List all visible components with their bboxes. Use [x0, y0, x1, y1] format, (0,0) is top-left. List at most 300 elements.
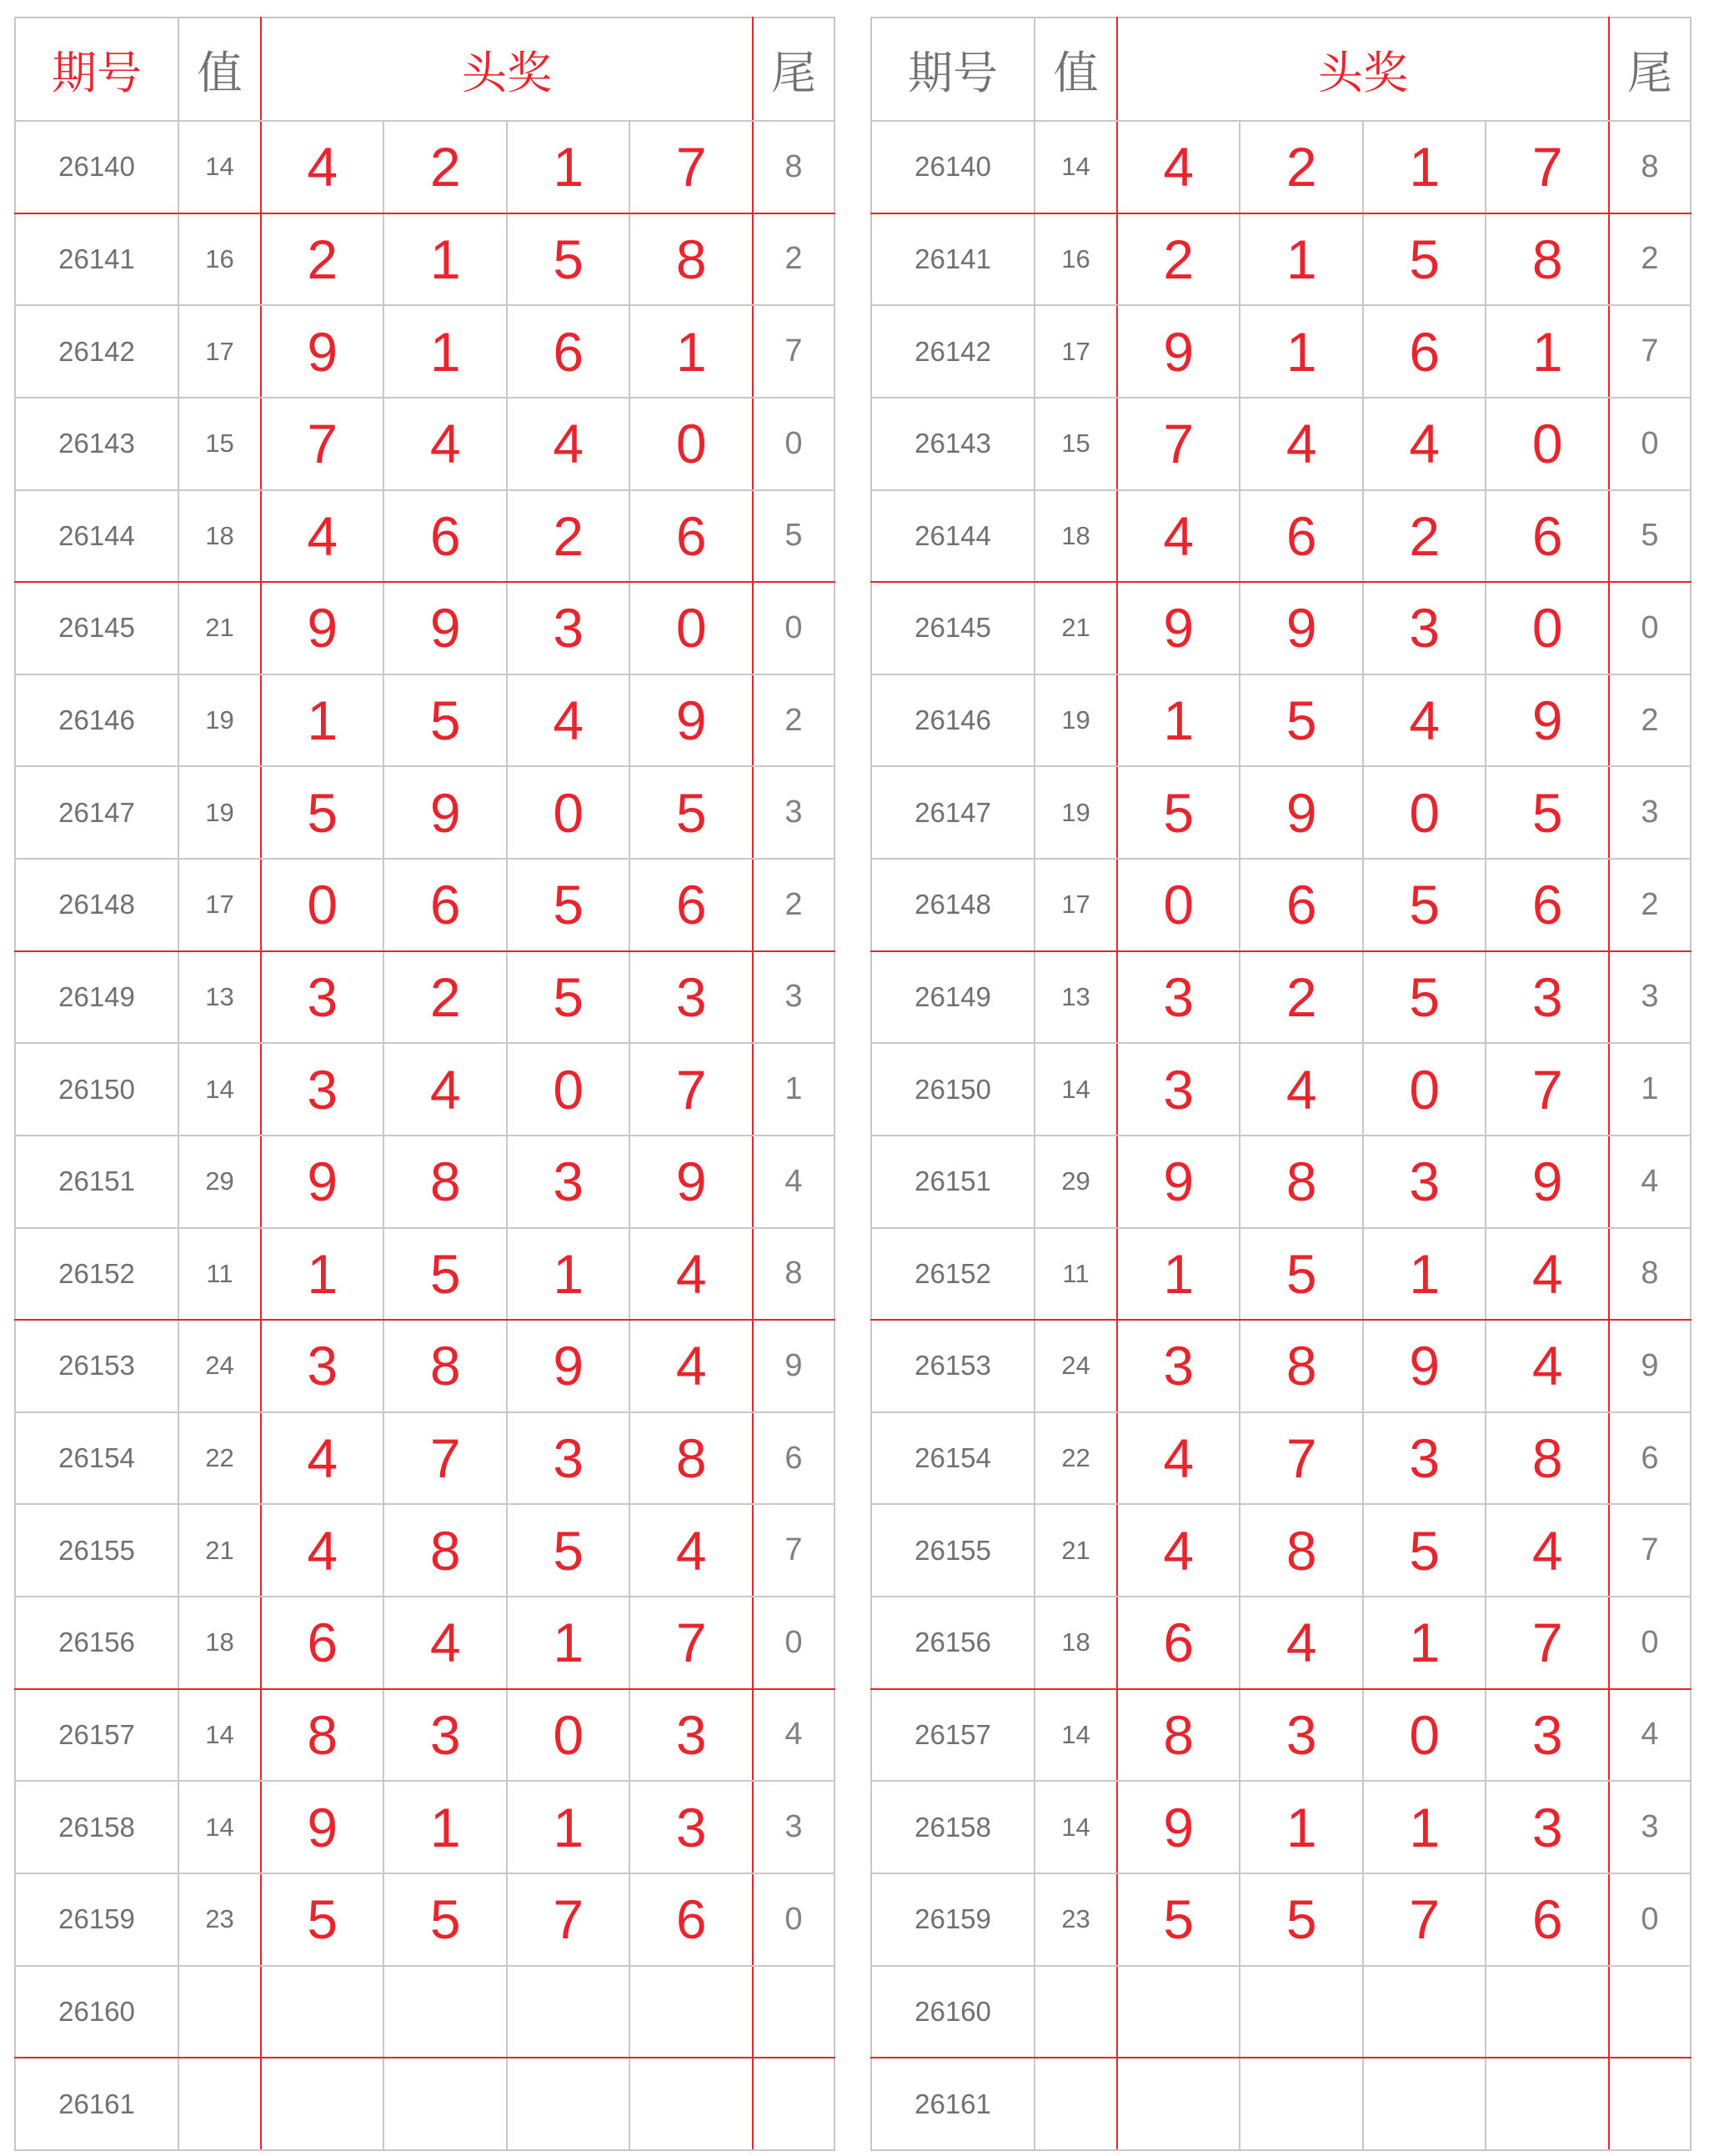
sum-value-cell: 24: [1035, 1320, 1117, 1412]
prize-digit-cell: 7: [1117, 398, 1240, 490]
prize-digit-cell: 2: [1240, 121, 1363, 213]
prize-digit-cell: 1: [383, 1781, 507, 1873]
prize-digit-cell: 0: [261, 859, 384, 951]
prize-digit-cell: 8: [629, 213, 753, 306]
tail-value-cell: 4: [1609, 1689, 1691, 1782]
table-row: [15, 1136, 834, 1228]
sum-header: 值: [178, 18, 261, 121]
tail-value-cell: 0: [1609, 398, 1691, 490]
prize-digit-cell: 7: [1486, 121, 1609, 213]
prize-digit-cell: [1363, 1966, 1486, 2058]
lottery-table-left: [14, 17, 835, 2151]
prize-digit-cell: 3: [261, 1043, 384, 1136]
prize-digit-cell: 4: [1117, 1412, 1240, 1505]
prize-digit-cell: 5: [1240, 1873, 1363, 1966]
table-row: [15, 1781, 834, 1873]
prize-digit-cell: 9: [1486, 1136, 1609, 1228]
sum-value-cell: 19: [1035, 766, 1117, 859]
issue-number-cell: 26158: [871, 1781, 1035, 1873]
issue-number-cell: 26149: [15, 951, 178, 1044]
sum-value-cell: 22: [178, 1412, 261, 1505]
tail-value-cell: 0: [753, 1597, 834, 1689]
prize-digit-cell: 4: [1117, 490, 1240, 583]
prize-digit-cell: 6: [261, 1597, 384, 1689]
table-row: [15, 859, 834, 951]
prize-digit-cell: 9: [1117, 1781, 1240, 1873]
issue-number-cell: 26161: [871, 2058, 1035, 2150]
table-row: [871, 1504, 1691, 1597]
prize-digit-cell: 4: [1240, 1043, 1363, 1136]
prize-digit-cell: 3: [1486, 1781, 1609, 1873]
header-row: [15, 18, 834, 121]
prize-digit-cell: 6: [1363, 305, 1486, 398]
sum-value-cell: 15: [178, 398, 261, 490]
prize-digit-cell: 2: [507, 490, 630, 583]
table-row: [15, 398, 834, 490]
prize-digit-cell: 7: [1486, 1597, 1609, 1689]
sum-value-cell: 18: [178, 1597, 261, 1689]
prize-digit-cell: 1: [1363, 1597, 1486, 1689]
issue-number-cell: 26143: [871, 398, 1035, 490]
prize-digit-cell: 9: [261, 1781, 384, 1873]
issue-number-cell: 26145: [871, 582, 1035, 674]
sum-value-cell: [1035, 1966, 1117, 2058]
table-row: [15, 1504, 834, 1597]
issue-number-cell: 26150: [871, 1043, 1035, 1136]
prize-digit-cell: 3: [383, 1689, 507, 1782]
prize-digit-cell: 6: [1240, 490, 1363, 583]
sum-value-cell: 16: [178, 213, 261, 306]
prize-digit-cell: [383, 2058, 507, 2150]
sum-value-cell: 14: [1035, 1043, 1117, 1136]
tail-value-cell: 2: [753, 859, 834, 951]
tail-value-cell: 3: [753, 1781, 834, 1873]
prize-digit-cell: 8: [1117, 1689, 1240, 1782]
table-row: [15, 674, 834, 767]
prize-digit-cell: 4: [1363, 398, 1486, 490]
prize-digit-cell: 9: [1240, 582, 1363, 674]
prize-digit-cell: 5: [1363, 213, 1486, 306]
prize-digit-cell: 3: [507, 1412, 630, 1505]
tail-value-cell: 1: [753, 1043, 834, 1136]
prize-digit-cell: 6: [629, 859, 753, 951]
tail-value-cell: 8: [753, 1228, 834, 1321]
prize-digit-cell: 4: [261, 1412, 384, 1505]
prize-digit-cell: 5: [1240, 1228, 1363, 1321]
sum-value-cell: 21: [178, 1504, 261, 1597]
prize-digit-cell: 0: [1486, 398, 1609, 490]
table-row: [871, 2058, 1691, 2150]
prize-digit-cell: 9: [383, 582, 507, 674]
table-row: [15, 2058, 834, 2150]
prize-digit-cell: 6: [629, 1873, 753, 1966]
prize-digit-cell: [629, 1966, 753, 2058]
issue-number-cell: 26157: [871, 1689, 1035, 1782]
prize-digit-cell: 1: [1240, 305, 1363, 398]
sum-value-cell: 17: [1035, 859, 1117, 951]
table-row: [871, 1043, 1691, 1136]
table-row: [15, 766, 834, 859]
sum-value-cell: 23: [1035, 1873, 1117, 1966]
sum-value-cell: [178, 2058, 261, 2150]
prize-digit-cell: 8: [1486, 213, 1609, 306]
issue-number-cell: 26152: [871, 1228, 1035, 1321]
prize-digit-cell: 9: [261, 305, 384, 398]
table-row: [871, 674, 1691, 767]
tail-header: 尾: [1609, 18, 1691, 121]
prize-digit-cell: 5: [507, 213, 630, 306]
issue-number-cell: 26160: [871, 1966, 1035, 2058]
table-row: [871, 1873, 1691, 1966]
prize-digit-cell: [629, 2058, 753, 2150]
issue-number-cell: 26146: [15, 674, 178, 767]
tail-value-cell: 7: [753, 305, 834, 398]
prize-digit-cell: 0: [507, 1689, 630, 1782]
prize-digit-cell: 3: [261, 951, 384, 1044]
tail-value-cell: 4: [1609, 1136, 1691, 1228]
tail-value-cell: [753, 2058, 834, 2150]
issue-header: 期号: [871, 18, 1035, 121]
prize-digit-cell: 9: [261, 582, 384, 674]
prize-digit-cell: 9: [1117, 582, 1240, 674]
tail-value-cell: 0: [753, 582, 834, 674]
table-row: [15, 121, 834, 213]
tail-value-cell: 6: [753, 1412, 834, 1505]
table-row: [15, 582, 834, 674]
prize-digit-cell: 8: [383, 1320, 507, 1412]
issue-number-cell: 26156: [15, 1597, 178, 1689]
table-row: [871, 1781, 1691, 1873]
prize-digit-cell: 5: [261, 1873, 384, 1966]
prize-digit-cell: 3: [507, 1136, 630, 1228]
prize-digit-cell: 4: [1363, 674, 1486, 767]
prize-digit-cell: 5: [383, 1228, 507, 1321]
lottery-table-right: [870, 17, 1691, 2151]
prize-digit-cell: 6: [1486, 859, 1609, 951]
tail-value-cell: 3: [1609, 951, 1691, 1044]
table-row: [871, 766, 1691, 859]
tail-value-cell: 3: [1609, 1781, 1691, 1873]
prize-digit-cell: 2: [383, 121, 507, 213]
tail-value-cell: 2: [1609, 674, 1691, 767]
prize-digit-cell: 5: [261, 766, 384, 859]
sum-value-cell: 29: [178, 1136, 261, 1228]
prize-digit-cell: 4: [507, 398, 630, 490]
tail-value-cell: 9: [753, 1320, 834, 1412]
sum-value-cell: 14: [1035, 1689, 1117, 1782]
first-prize-header: 头奖: [261, 18, 753, 121]
sum-value-cell: [178, 1966, 261, 2058]
prize-digit-cell: 3: [1117, 951, 1240, 1044]
prize-digit-cell: 4: [1117, 121, 1240, 213]
prize-digit-cell: 7: [629, 1043, 753, 1136]
issue-number-cell: 26141: [15, 213, 178, 306]
prize-digit-cell: 3: [1486, 1689, 1609, 1782]
prize-digit-cell: 4: [1240, 1597, 1363, 1689]
issue-number-cell: 26153: [15, 1320, 178, 1412]
prize-digit-cell: 1: [383, 305, 507, 398]
table-row: [15, 305, 834, 398]
issue-number-cell: 26146: [871, 674, 1035, 767]
tail-value-cell: 0: [753, 398, 834, 490]
sum-value-cell: 14: [178, 121, 261, 213]
sum-value-cell: 13: [178, 951, 261, 1044]
tail-value-cell: 8: [1609, 121, 1691, 213]
issue-number-cell: 26157: [15, 1689, 178, 1782]
sum-value-cell: 11: [178, 1228, 261, 1321]
prize-digit-cell: 0: [1363, 1689, 1486, 1782]
tail-value-cell: 7: [1609, 1504, 1691, 1597]
prize-digit-cell: 1: [1486, 305, 1609, 398]
header-row: [871, 18, 1691, 121]
table-row: [871, 1966, 1691, 2058]
prize-digit-cell: 3: [1486, 951, 1609, 1044]
prize-digit-cell: 5: [1117, 1873, 1240, 1966]
prize-digit-cell: 3: [261, 1320, 384, 1412]
sum-value-cell: 22: [1035, 1412, 1117, 1505]
tail-value-cell: 6: [1609, 1412, 1691, 1505]
table-row: [15, 213, 834, 306]
prize-digit-cell: [1363, 2058, 1486, 2150]
table-row: [871, 582, 1691, 674]
tail-value-cell: [753, 1966, 834, 2058]
prize-digit-cell: 5: [1117, 766, 1240, 859]
prize-digit-cell: [261, 2058, 384, 2150]
issue-number-cell: 26160: [15, 1966, 178, 2058]
prize-digit-cell: 4: [1486, 1504, 1609, 1597]
prize-digit-cell: 9: [383, 766, 507, 859]
issue-number-cell: 26143: [15, 398, 178, 490]
prize-digit-cell: 6: [383, 859, 507, 951]
prize-digit-cell: 3: [1363, 1412, 1486, 1505]
sum-value-cell: 17: [178, 859, 261, 951]
sum-value-cell: 14: [178, 1781, 261, 1873]
prize-digit-cell: 9: [261, 1136, 384, 1228]
table-row: [15, 1320, 834, 1412]
prize-digit-cell: 8: [383, 1136, 507, 1228]
tail-value-cell: 5: [1609, 490, 1691, 583]
prize-digit-cell: 4: [261, 121, 384, 213]
prize-digit-cell: 0: [1117, 859, 1240, 951]
prize-digit-cell: 9: [507, 1320, 630, 1412]
prize-digit-cell: 9: [1363, 1320, 1486, 1412]
issue-number-cell: 26149: [871, 951, 1035, 1044]
sum-value-cell: 14: [1035, 1781, 1117, 1873]
prize-digit-cell: 1: [1117, 1228, 1240, 1321]
prize-digit-cell: 4: [383, 398, 507, 490]
prize-digit-cell: 2: [261, 213, 384, 306]
sum-value-cell: 21: [1035, 1504, 1117, 1597]
tail-value-cell: 0: [753, 1873, 834, 1966]
prize-digit-cell: 5: [1363, 951, 1486, 1044]
tail-value-cell: 3: [753, 951, 834, 1044]
prize-digit-cell: 4: [629, 1320, 753, 1412]
sum-value-cell: 16: [1035, 213, 1117, 306]
prize-digit-cell: 8: [1486, 1412, 1609, 1505]
tail-value-cell: 2: [1609, 213, 1691, 306]
prize-digit-cell: 4: [1117, 1504, 1240, 1597]
tail-value-cell: 8: [753, 121, 834, 213]
prize-digit-cell: 3: [629, 1689, 753, 1782]
prize-digit-cell: 4: [1486, 1228, 1609, 1321]
sum-value-cell: 21: [178, 582, 261, 674]
prize-digit-cell: 3: [1117, 1043, 1240, 1136]
tail-value-cell: 7: [753, 1504, 834, 1597]
tail-value-cell: 3: [1609, 766, 1691, 859]
prize-digit-cell: 9: [1117, 1136, 1240, 1228]
prize-digit-cell: 4: [383, 1597, 507, 1689]
prize-digit-cell: 4: [261, 490, 384, 583]
table-row: [871, 951, 1691, 1044]
issue-number-cell: 26148: [871, 859, 1035, 951]
results-table: [870, 17, 1691, 2151]
tail-value-cell: 2: [753, 213, 834, 306]
prize-digit-cell: 0: [1363, 766, 1486, 859]
prize-digit-cell: 4: [629, 1504, 753, 1597]
results-table: [14, 17, 835, 2151]
sum-value-cell: 11: [1035, 1228, 1117, 1321]
prize-digit-cell: [1240, 1966, 1363, 2058]
prize-digit-cell: 1: [507, 1781, 630, 1873]
first-prize-header: 头奖: [1117, 18, 1609, 121]
issue-number-cell: 26152: [15, 1228, 178, 1321]
prize-digit-cell: [1117, 1966, 1240, 2058]
prize-digit-cell: [383, 1966, 507, 2058]
prize-digit-cell: 0: [1486, 582, 1609, 674]
prize-digit-cell: 6: [1486, 490, 1609, 583]
table-row: [15, 1689, 834, 1782]
issue-number-cell: 26151: [871, 1136, 1035, 1228]
prize-digit-cell: 8: [629, 1412, 753, 1505]
table-row: [15, 490, 834, 583]
issue-number-cell: 26147: [15, 766, 178, 859]
prize-digit-cell: 1: [1240, 1781, 1363, 1873]
prize-digit-cell: 1: [261, 674, 384, 767]
prize-digit-cell: [507, 2058, 630, 2150]
tail-value-cell: 7: [1609, 305, 1691, 398]
prize-digit-cell: 1: [629, 305, 753, 398]
prize-digit-cell: 3: [629, 951, 753, 1044]
prize-digit-cell: 5: [507, 1504, 630, 1597]
issue-number-cell: 26140: [15, 121, 178, 213]
prize-digit-cell: 5: [507, 951, 630, 1044]
prize-digit-cell: 1: [507, 1228, 630, 1321]
issue-number-cell: 26147: [871, 766, 1035, 859]
prize-digit-cell: 3: [1363, 1136, 1486, 1228]
table-row: [871, 1412, 1691, 1505]
table-row: [15, 1228, 834, 1321]
table-row: [871, 398, 1691, 490]
prize-digit-cell: 7: [383, 1412, 507, 1505]
issue-number-cell: 26155: [15, 1504, 178, 1597]
issue-number-cell: 26159: [15, 1873, 178, 1966]
sum-value-cell: 14: [1035, 121, 1117, 213]
prize-digit-cell: 3: [1240, 1689, 1363, 1782]
prize-digit-cell: 9: [629, 674, 753, 767]
issue-number-cell: 26144: [15, 490, 178, 583]
tail-value-cell: 4: [753, 1689, 834, 1782]
sum-value-cell: 19: [178, 674, 261, 767]
prize-digit-cell: 0: [507, 1043, 630, 1136]
prize-digit-cell: 6: [507, 305, 630, 398]
issue-number-cell: 26144: [871, 490, 1035, 583]
prize-digit-cell: [1486, 2058, 1609, 2150]
prize-digit-cell: 6: [1117, 1597, 1240, 1689]
table-row: [871, 1136, 1691, 1228]
prize-digit-cell: 9: [1240, 766, 1363, 859]
issue-number-cell: 26154: [871, 1412, 1035, 1505]
table-row: [871, 1597, 1691, 1689]
prize-digit-cell: 6: [383, 490, 507, 583]
prize-digit-cell: [261, 1966, 384, 2058]
prize-digit-cell: 2: [383, 951, 507, 1044]
prize-digit-cell: 2: [1363, 490, 1486, 583]
issue-number-cell: 26155: [871, 1504, 1035, 1597]
issue-number-cell: 26140: [871, 121, 1035, 213]
issue-number-cell: 26158: [15, 1781, 178, 1873]
prize-digit-cell: 8: [383, 1504, 507, 1597]
prize-digit-cell: 2: [1240, 951, 1363, 1044]
issue-number-cell: 26159: [871, 1873, 1035, 1966]
sum-value-cell: 24: [178, 1320, 261, 1412]
prize-digit-cell: 1: [1363, 1781, 1486, 1873]
prize-digit-cell: 5: [1240, 674, 1363, 767]
tail-value-cell: [1609, 1966, 1691, 2058]
sum-value-cell: 18: [178, 490, 261, 583]
table-row: [871, 213, 1691, 306]
prize-digit-cell: 9: [1117, 305, 1240, 398]
table-row: [15, 1873, 834, 1966]
prize-digit-cell: 4: [629, 1228, 753, 1321]
issue-number-cell: 26154: [15, 1412, 178, 1505]
prize-digit-cell: 3: [629, 1781, 753, 1873]
issue-number-cell: 26156: [871, 1597, 1035, 1689]
tail-header: 尾: [753, 18, 834, 121]
prize-digit-cell: 1: [1363, 1228, 1486, 1321]
issue-header: 期号: [15, 18, 178, 121]
sum-value-cell: 23: [178, 1873, 261, 1966]
prize-digit-cell: 7: [1363, 1873, 1486, 1966]
tail-value-cell: 4: [753, 1136, 834, 1228]
sum-value-cell: 18: [1035, 1597, 1117, 1689]
prize-digit-cell: 0: [507, 766, 630, 859]
prize-digit-cell: 6: [1486, 1873, 1609, 1966]
prize-digit-cell: 3: [507, 582, 630, 674]
tail-value-cell: 2: [1609, 859, 1691, 951]
prize-digit-cell: 0: [629, 398, 753, 490]
sum-value-cell: 29: [1035, 1136, 1117, 1228]
prize-digit-cell: [507, 1966, 630, 2058]
prize-digit-cell: 4: [1240, 398, 1363, 490]
tail-value-cell: 3: [753, 766, 834, 859]
sum-value-cell: 19: [178, 766, 261, 859]
tail-value-cell: 0: [1609, 1597, 1691, 1689]
prize-digit-cell: 5: [1363, 1504, 1486, 1597]
table-row: [871, 305, 1691, 398]
prize-digit-cell: 1: [261, 1228, 384, 1321]
tail-value-cell: 5: [753, 490, 834, 583]
prize-digit-cell: 4: [507, 674, 630, 767]
issue-number-cell: 26161: [15, 2058, 178, 2150]
prize-digit-cell: 1: [383, 213, 507, 306]
prize-digit-cell: 5: [1486, 766, 1609, 859]
sum-value-cell: 19: [1035, 674, 1117, 767]
prize-digit-cell: 0: [629, 582, 753, 674]
sum-value-cell: 14: [178, 1689, 261, 1782]
prize-digit-cell: 1: [507, 121, 630, 213]
issue-number-cell: 26142: [871, 305, 1035, 398]
tail-value-cell: 0: [1609, 1873, 1691, 1966]
